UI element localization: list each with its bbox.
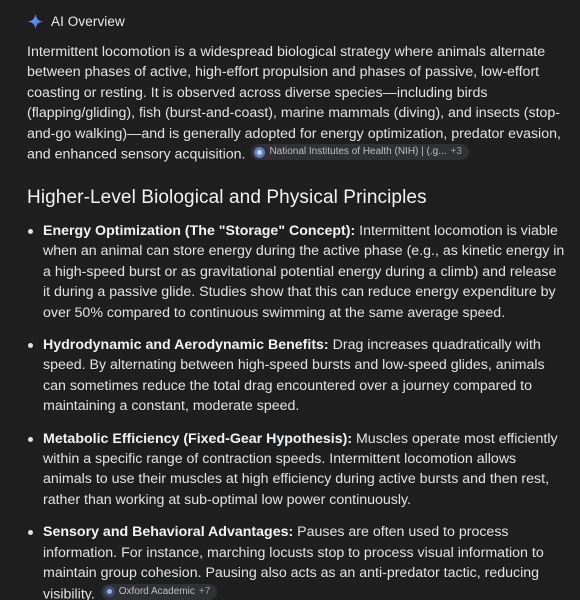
source-chip-more-count: +7 (198, 585, 211, 597)
list-item (27, 429, 567, 511)
bullet-title: Sensory and Behavioral Advantages: (43, 524, 294, 541)
intro-paragraph (27, 42, 567, 165)
bullet-text: Intermittent locomotion is viable when an animal can store energy during the active phase (e.g., as kinetic energy in a high-speed burst or as gravitational potential energy during a climb) and release it during a passive glide. Studies show that this can reduce energy expenditure by over 50% compared to continuous swimming at the same average speed. (43, 223, 565, 321)
principles-list (27, 221, 567, 600)
bullet-dot (28, 437, 33, 442)
bullet-text: Muscles operate most efficiently within a specific range of contraction speeds. Intermittent locomotion allows animals to use their muscles at high efficiency during active bursts and then rest, rather than working at sub-optimal low power continuously. (43, 430, 558, 508)
ai-overview-title: AI Overview (51, 13, 125, 29)
bullet-title: Metabolic Efficiency (Fixed-Gear Hypothesis): (43, 430, 353, 447)
bullet-dot (28, 343, 33, 348)
nih-source-icon (254, 147, 265, 158)
section-heading: Higher-Level Biological and Physical Principles (27, 187, 427, 208)
bullet-dot (28, 530, 33, 535)
bullet-text: Drag increases quadratically with speed. By alternating between high-speed bursts and low-speed glides, animals can sometimes reduce the total drag encountered over a journey compared to maintaining a constant, moderate speed. (43, 337, 545, 415)
bullet-title: Hydrodynamic and Aerodynamic Benefits: (43, 337, 329, 354)
sparkle-icon (27, 13, 44, 30)
list-item (27, 335, 567, 417)
bullet-dot (28, 229, 33, 234)
intro-text: Intermittent locomotion is a widespread biological strategy where animals alternate between phases of active, high-effort propulsion and phases of passive, low-effort coasting or resting. It is observed across diverse species—including birds (flapping/gliding), fish (burst-and-coast), marine mammals (diving), and insects (stop-and-go walking)—and is generally adopted for energy optimization, predator evasion, and enhanced sensory acquisition. (27, 44, 561, 163)
source-chip-label: Oxford Academic (118, 585, 195, 597)
list-item (27, 221, 567, 323)
list-item (27, 522, 567, 600)
source-chip-oxford[interactable] (101, 584, 218, 600)
source-chip-more-count: +3 (450, 146, 462, 158)
source-chip-label: National Institutes of Health (NIH) | (.g... (269, 146, 447, 158)
bullet-text: Pauses are often used to process information. For instance, marching locusts stop to process visual information to maintain group cohesion. Pausing also acts as an anti-predator tactic, reducing visibility. (43, 524, 544, 600)
source-chip-nih[interactable] (251, 144, 469, 160)
ai-overview-header (27, 9, 125, 33)
bullet-title: Energy Optimization (The "Storage" Concept): (43, 223, 356, 239)
oxford-source-icon (104, 586, 115, 597)
